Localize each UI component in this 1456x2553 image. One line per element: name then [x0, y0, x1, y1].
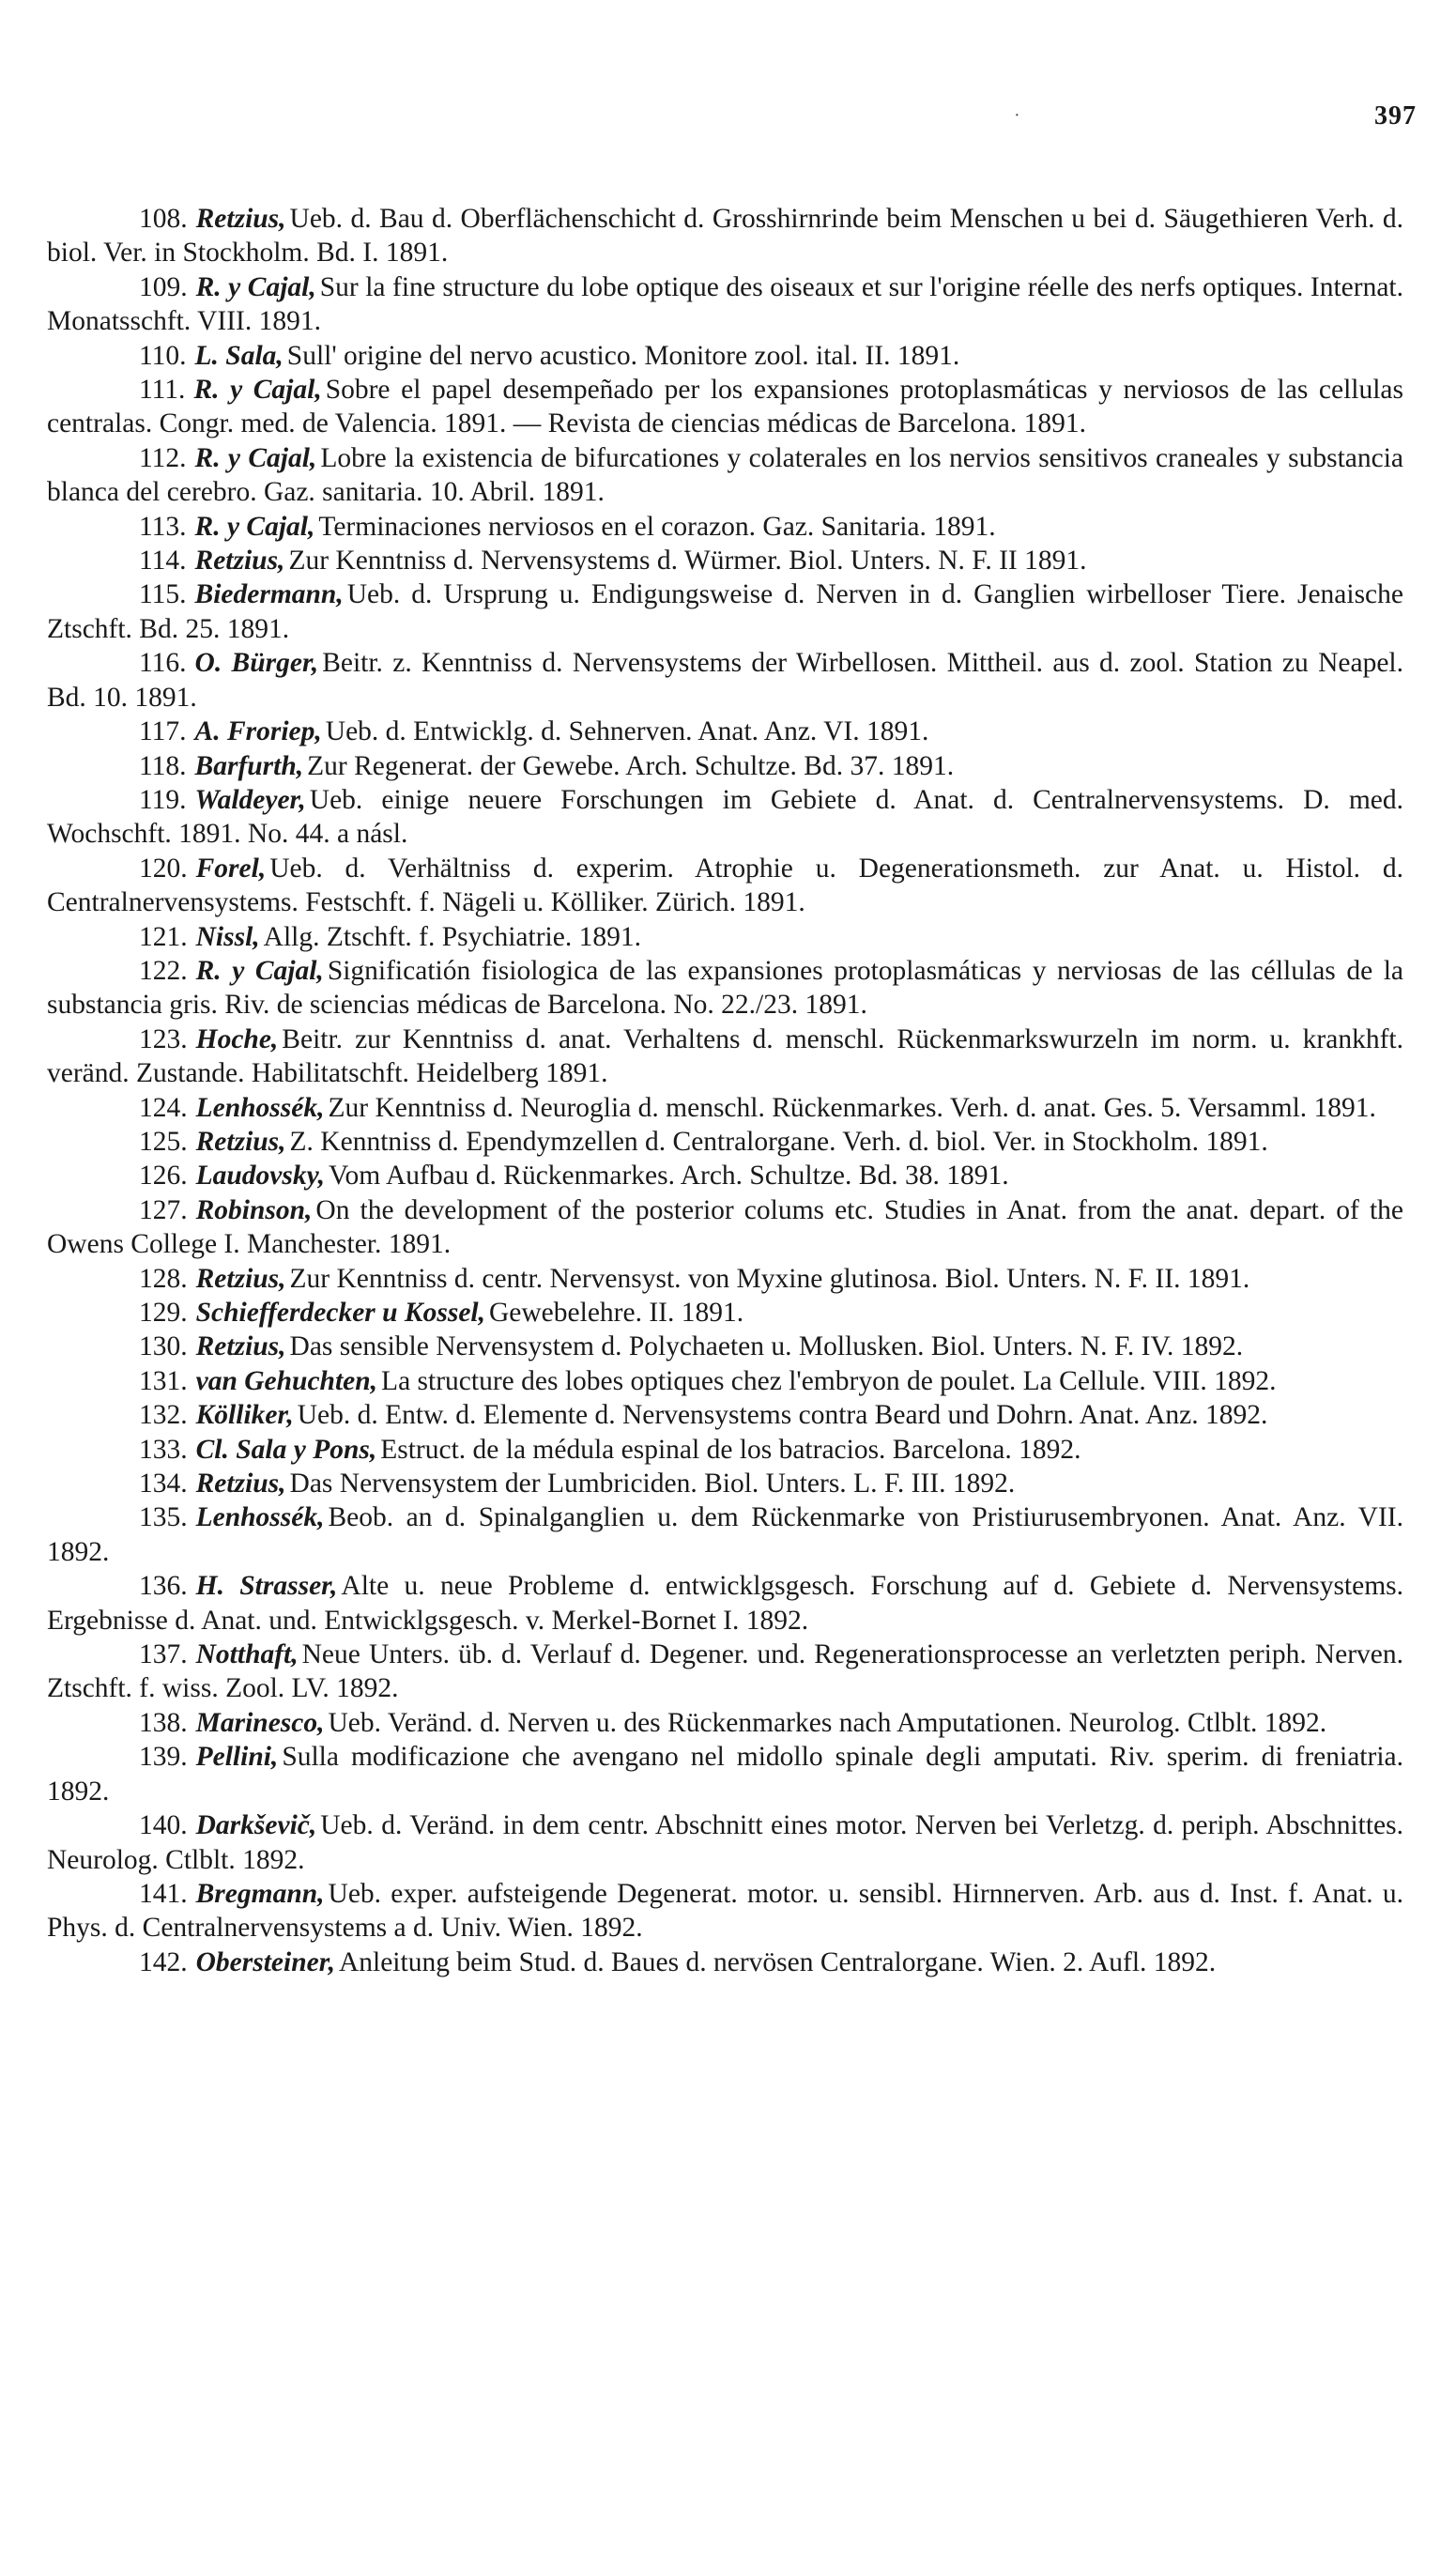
reference-number: 129. [139, 1298, 188, 1328]
reference-number: 108. [139, 204, 188, 234]
reference-author: Bregmann, [195, 1878, 325, 1909]
reference-entry [47, 1433, 1403, 1467]
reference-entry [47, 1125, 1403, 1159]
reference-author: Notthaft, [195, 1639, 299, 1670]
reference-number: 140. [139, 1810, 188, 1841]
reference-text: La structure des lobes optiques chez l'embryon de poulet. La Cellule. VIII. 1892. [381, 1365, 1277, 1396]
reference-text: Zur Kenntniss d. centr. Nervensyst. von Myxine glutinosa. Biol. Unters. N. F. II. 1891. [289, 1263, 1250, 1294]
page-number: 397 [1374, 101, 1417, 131]
reference-author: Schiefferdecker u Kossel, [195, 1298, 485, 1328]
reference-entry [47, 339, 1403, 373]
reference-text: Sulla modificazione che avengano nel midollo spinale degli amputati. Riv. sperim. di freniatria. 1892. [47, 1742, 1403, 1807]
reference-number: 119. [139, 784, 187, 815]
reference-entry [47, 577, 1403, 646]
reference-author: Biedermann, [194, 579, 344, 610]
reference-entry [47, 646, 1403, 715]
reference-number: 118. [139, 750, 187, 781]
reference-entry [47, 1946, 1403, 1979]
reference-author: Retzius, [195, 1263, 286, 1294]
reference-author: L. Sala, [194, 340, 284, 371]
reference-entry [47, 544, 1403, 577]
reference-number: 130. [139, 1331, 188, 1362]
reference-entry [47, 1330, 1403, 1363]
reference-entry [47, 1638, 1403, 1706]
reference-author: Pellini, [195, 1742, 279, 1773]
reference-entry [47, 270, 1403, 339]
reference-author: Lenhossék, [195, 1092, 325, 1123]
reference-number: 120. [139, 853, 188, 884]
reference-text: Ueb. d. Ursprung u. Endigungsweise d. Nerven in d. Ganglien wirbelloser Tiere. Jenaische Ztschft. Bd. 25. 1891. [47, 579, 1403, 644]
reference-author: H. Strasser, [195, 1571, 338, 1602]
reference-author: R. y Cajal, [193, 375, 322, 406]
reference-author: van Gehuchten, [195, 1365, 378, 1396]
reference-text: Zur Kenntniss d. Neuroglia d. menschl. Rückenmarkes. Verh. d. anat. Ges. 5. Versamml. 1891. [328, 1092, 1376, 1123]
reference-entry [47, 373, 1403, 441]
reference-number: 121. [139, 921, 188, 952]
reference-author: R. y Cajal, [194, 442, 317, 473]
reference-text: Ueb. exper. aufsteigende Degenerat. motor. u. sensibl. Hirnnerven. Arb. aus d. Inst. f. Anat. u. Phys. d. Centralnervensystems a d. Univ. Wien. 1892. [47, 1878, 1403, 1944]
reference-entry [47, 1877, 1403, 1946]
reference-author: Waldeyer, [194, 784, 306, 815]
reference-entry [47, 715, 1403, 748]
reference-entry [47, 441, 1403, 510]
reference-text: Terminaciones nerviosos en el corazon. Gaz. Sanitaria. 1891. [318, 511, 996, 542]
reference-author: Laudovsky, [195, 1161, 325, 1192]
reference-text: Zur Kenntniss d. Nervensystems d. Würmer. Biol. Unters. N. F. II 1891. [288, 546, 1087, 577]
reference-text: Beob. an d. Spinalganglien u. dem Rückenmarke von Pristiurusembryonen. Anat. Anz. VII. 1892. [47, 1502, 1403, 1567]
reference-text: Zur Regenerat. der Gewebe. Arch. Schultze. Bd. 37. 1891. [307, 750, 955, 781]
reference-author: R. y Cajal, [195, 955, 324, 986]
reference-text: Ueb. d. Entwicklg. d. Sehnerven. Anat. Anz. VI. 1891. [325, 716, 929, 747]
reference-author: Nissl, [195, 921, 260, 952]
reference-author: Retzius, [195, 1469, 286, 1500]
reference-text: Ueb. d. Verhältniss d. experim. Atrophie u. Degenerationsmeth. zur Anat. u. Histol. d. Centralnervensystems. Festschft. f. Nägeli u. Kölliker. Zürich. 1891. [47, 853, 1403, 918]
reference-author: Retzius, [195, 1126, 286, 1157]
reference-number: 116. [139, 648, 187, 679]
reference-number: 142. [139, 1946, 188, 1977]
reference-author: O. Bürger, [194, 648, 319, 679]
reference-entry [47, 783, 1403, 852]
reference-text: Vom Aufbau d. Rückenmarkes. Arch. Schultze. Bd. 38. 1891. [329, 1161, 1009, 1192]
reference-author: Cl. Sala y Pons, [195, 1434, 377, 1465]
reference-entry [47, 920, 1403, 954]
reference-number: 112. [139, 442, 187, 473]
reference-entry [47, 1398, 1403, 1432]
reference-entry [47, 1296, 1403, 1330]
reference-entry [47, 1364, 1403, 1398]
reference-text: Ueb. Veränd. d. Nerven u. des Rückenmarkes nach Amputationen. Neurolog. Ctlblt. 1892. [328, 1707, 1327, 1738]
reference-number: 124. [139, 1092, 188, 1123]
reference-text: Sull' origine del nervo acustico. Monitore zool. ital. II. 1891. [286, 340, 960, 371]
reference-author: Obersteiner, [195, 1946, 335, 1977]
reference-number: 136. [139, 1571, 188, 1602]
reference-text: Das sensible Nervensystem d. Polychaeten u. Mollusken. Biol. Unters. N. F. IV. 1892. [289, 1331, 1244, 1362]
reference-entry [47, 1740, 1403, 1808]
reference-number: 111. [139, 375, 186, 406]
reference-number: 117. [139, 716, 187, 747]
reference-entry [47, 510, 1403, 544]
reference-author: Retzius, [195, 204, 286, 234]
reference-entry [47, 1262, 1403, 1296]
reference-author: Darkševič, [195, 1810, 317, 1841]
page-dot: · [1014, 105, 1020, 126]
reference-author: R. y Cajal, [195, 271, 316, 302]
reference-text: Ueb. d. Entw. d. Elemente d. Nervensystems contra Beard und Dohrn. Anat. Anz. 1892. [297, 1400, 1268, 1431]
reference-author: Hoche, [195, 1023, 279, 1054]
reference-author: Barfurth, [194, 750, 304, 781]
reference-author: Marinesco, [195, 1707, 325, 1738]
reference-entry [47, 954, 1403, 1023]
reference-number: 122. [139, 955, 188, 986]
reference-number: 114. [139, 546, 187, 577]
reference-number: 134. [139, 1469, 188, 1500]
reference-list [47, 202, 1403, 1979]
reference-text: Ueb. d. Bau d. Oberflächenschicht d. Grosshirnrinde beim Menschen u bei d. Säugethieren Verh. d. biol. Ver. in Stockholm. Bd. I. 1891. [47, 204, 1403, 269]
reference-entry [47, 1023, 1403, 1091]
reference-text: Lobre la existencia de bifurcationes y colaterales en los nervios sensitivos craneales y substancia blanca del cerebro. Gaz. sanitaria. 10. Abril. 1891. [47, 442, 1403, 508]
reference-author: Retzius, [195, 1331, 286, 1362]
reference-entry [47, 1706, 1403, 1740]
reference-number: 137. [139, 1639, 188, 1670]
reference-number: 135. [139, 1502, 188, 1533]
reference-entry [47, 1159, 1403, 1192]
reference-text: On the development of the posterior colums etc. Studies in Anat. from the anat. depart. of the Owens College I. Manchester. 1891. [47, 1194, 1403, 1260]
reference-author: Forel, [195, 853, 267, 884]
reference-number: 110. [139, 340, 187, 371]
reference-entry [47, 1193, 1403, 1262]
reference-number: 113. [139, 511, 187, 542]
reference-entry [47, 749, 1403, 783]
reference-entry [47, 1467, 1403, 1500]
reference-number: 115. [139, 579, 187, 610]
reference-number: 132. [139, 1400, 188, 1431]
reference-number: 123. [139, 1023, 188, 1054]
reference-author: R. y Cajal, [194, 511, 315, 542]
reference-text: Significatión fisiologica de las expansiones protoplasmáticas y nerviosas de las céllulas de la substancia gris. Riv. de sciencias médicas de Barcelona. No. 22./23. 1891. [47, 955, 1403, 1021]
reference-number: 128. [139, 1263, 188, 1294]
reference-entry [47, 1091, 1403, 1125]
reference-text: Z. Kenntniss d. Ependymzellen d. Centralorgane. Verh. d. biol. Ver. in Stockholm. 1891. [289, 1126, 1268, 1157]
reference-text: Estruct. de la médula espinal de los batracios. Barcelona. 1892. [380, 1434, 1081, 1465]
reference-number: 109. [139, 271, 188, 302]
reference-author: Retzius, [194, 546, 285, 577]
reference-number: 138. [139, 1707, 188, 1738]
reference-text: Alte u. neue Probleme d. entwicklgsgesch. Forschung auf d. Gebiete d. Nervensystems. Ergebnisse d. Anat. und. Entwicklgsgesch. v. Merkel-Bornet I. 1892. [47, 1571, 1404, 1636]
reference-entry [47, 1500, 1403, 1569]
reference-number: 127. [139, 1194, 188, 1225]
reference-entry [47, 202, 1403, 270]
reference-text: Beitr. z. Kenntniss d. Nervensystems der Wirbellosen. Mittheil. aus d. zool. Station zu Neapel. Bd. 10. 1891. [47, 648, 1403, 713]
reference-author: Kölliker, [195, 1400, 294, 1431]
reference-text: Anleitung beim Stud. d. Baues d. nervösen Centralorgane. Wien. 2. Aufl. 1892. [338, 1946, 1217, 1977]
reference-number: 131. [139, 1365, 188, 1396]
reference-text: Gewebelehre. II. 1891. [488, 1298, 744, 1328]
reference-entry [47, 1808, 1403, 1877]
reference-author: A. Froriep, [194, 716, 322, 747]
reference-author: Lenhossék, [195, 1502, 325, 1533]
reference-entry [47, 1569, 1403, 1638]
reference-number: 141. [139, 1878, 188, 1909]
reference-number: 139. [139, 1742, 188, 1773]
reference-number: 133. [139, 1434, 188, 1465]
reference-text: Das Nervensystem der Lumbriciden. Biol. Unters. L. F. III. 1892. [289, 1469, 1016, 1500]
reference-text: Sur la fine structure du lobe optique des oiseaux et sur l'origine réelle des nerfs optiques. Internat. Monatsschft. VIII. 1891. [47, 271, 1404, 337]
reference-number: 125. [139, 1126, 188, 1157]
reference-text: Ueb. d. Veränd. in dem centr. Abschnitt eines motor. Nerven bei Verletzg. d. periph. Abschnittes. Neurolog. Ctlblt. 1892. [47, 1810, 1403, 1875]
reference-number: 126. [139, 1161, 188, 1192]
reference-text: Sobre el papel desempeñado per los expansiones protoplasmáticas y nerviosos de las cellulas centralas. Congr. med. de Valencia. 1891. — Revista de ciencias médicas de Barcelona. 1891. [47, 375, 1403, 439]
reference-text: Beitr. zur Kenntniss d. anat. Verhaltens d. menschl. Rückenmarkswurzeln im norm. u. krankhft. veränd. Zustande. Habilitatschft. Heidelberg 1891. [47, 1023, 1403, 1089]
reference-author: Robinson, [195, 1194, 313, 1225]
reference-text: Neue Unters. üb. d. Verlauf d. Degener. und. Regenerationsprocesse an verletzten periph. Nerven. Ztschft. f. wiss. Zool. LV. 1892. [47, 1639, 1403, 1704]
reference-entry [47, 852, 1403, 920]
reference-text: Ueb. einige neuere Forschungen im Gebiete d. Anat. d. Centralnervensystems. D. med. Wochschft. 1891. No. 44. a násl. [47, 784, 1403, 850]
reference-text: Allg. Ztschft. f. Psychiatrie. 1891. [263, 921, 641, 952]
